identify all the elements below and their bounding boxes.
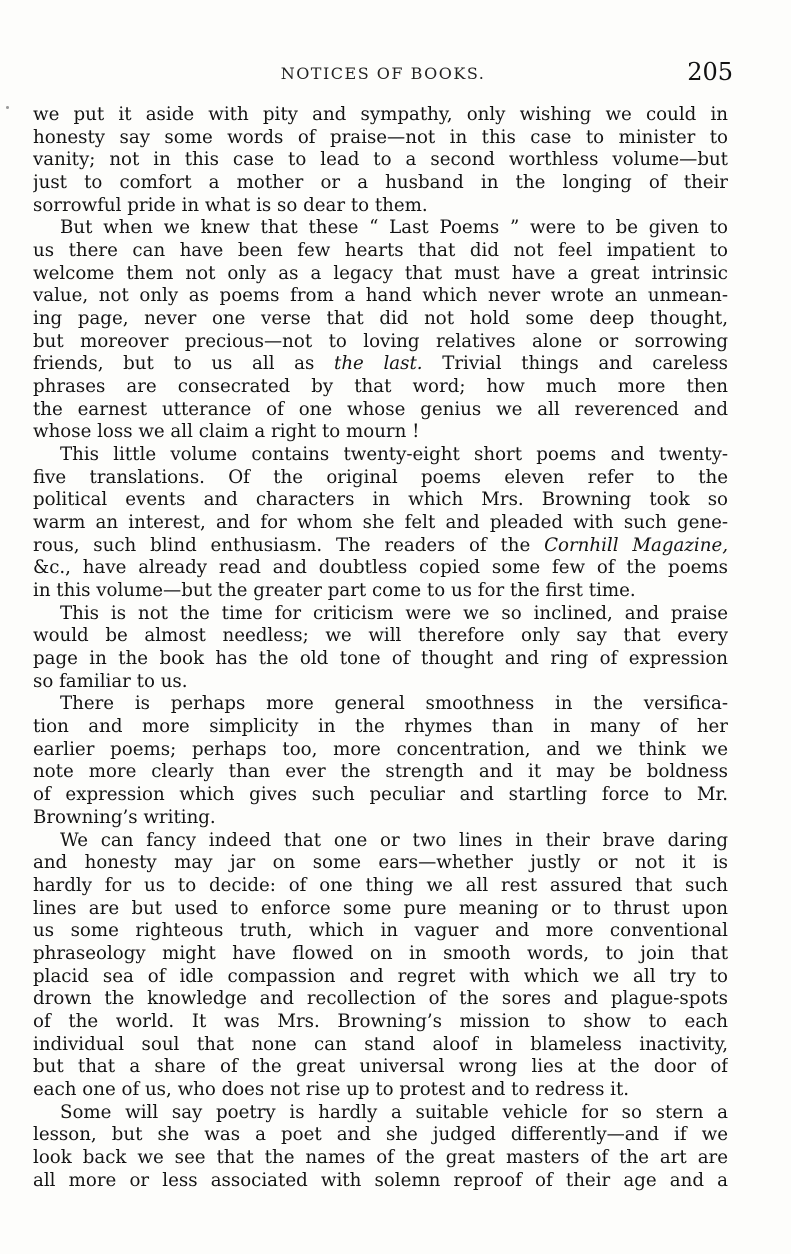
text-line: placid sea of idle compassion and regret with which we all try to	[33, 965, 728, 987]
text-line: individual soul that none can stand aloof in blameless inactivity,	[33, 1033, 728, 1055]
text-line: ing page, never one verse that did not hold some deep thought,	[33, 308, 728, 330]
italic-phrase: the last.	[334, 353, 423, 375]
text-line: There is perhaps more general smoothness in the versifica-	[60, 693, 728, 715]
text-line: in this volume—but the greater part come to us for the first time.	[33, 580, 636, 602]
text-line: We can fancy indeed that one or two lines in their brave daring	[60, 829, 728, 851]
text-line: all more or less associated with solemn reproof of their age and a	[33, 1169, 728, 1191]
text-line: This is not the time for criticism were we so inclined, and praise	[60, 602, 728, 624]
text-line: value, not only as poems from a hand which never wrote an unmean-	[33, 285, 728, 307]
text-line: lines are but used to enforce some pure meaning or to thrust upon	[33, 897, 728, 919]
text-line: welcome them not only as a legacy that must have a great intrinsic	[33, 262, 728, 284]
text-line: just to comfort a mother or a husband in the longing of their	[33, 172, 728, 194]
text-line: vanity; not in this case to lead to a second worthless volume—but	[33, 149, 728, 171]
text-line: page in the book has the old tone of thought and ring of expression	[33, 648, 728, 670]
text-line: but moreover precious—not to loving relatives alone or sorrowing	[33, 330, 728, 352]
text-line: warm an interest, and for whom she felt and pleaded with such gene-	[33, 512, 728, 534]
text-line: But when we knew that these “ Last Poems ” were to be given to	[60, 217, 728, 239]
text-line: political events and characters in which Mrs. Browning took so	[33, 489, 728, 511]
text-line: the earnest utterance of one whose genius we all reverenced and	[33, 398, 728, 420]
text-line: us some righteous truth, which in vaguer and more conventional	[33, 920, 728, 942]
text-line: us there can have been few hearts that did not feel impatient to	[33, 240, 728, 262]
text-line: earlier poems; perhaps too, more concentration, and we think we	[33, 738, 728, 760]
text-line: look back we see that the names of the great masters of the art are	[33, 1146, 728, 1168]
text-line: hardly for us to decide: of one thing we all rest assured that such	[33, 874, 728, 896]
text-line: and honesty may jar on some ears—whether justly or not it is	[33, 852, 728, 874]
text-line: tion and more simplicity in the rhymes than in many of her	[33, 716, 728, 738]
text-line: note more clearly than ever the strength and it may be boldness	[33, 761, 728, 783]
text-line: drown the knowledge and recollection of the sores and plague-spots	[33, 988, 728, 1010]
text-line: phraseology might have flowed on in smooth words, to join that	[33, 942, 728, 964]
page-number: 205	[687, 58, 733, 86]
text-line: of the world. It was Mrs. Browning’s mission to show to each	[33, 1010, 728, 1032]
text-line: phrases are consecrated by that word; how much more then	[33, 376, 728, 398]
text-line: This little volume contains twenty-eight short poems and twenty-	[60, 444, 728, 466]
text-line: would be almost needless; we will therefore only say that every	[33, 625, 728, 647]
page-header	[33, 58, 733, 88]
text-line: of expression which gives such peculiar and startling force to Mr.	[33, 784, 728, 806]
italic-phrase: Cornhill Magazine,	[544, 534, 728, 556]
text-line: sorrowful pride in what is so dear to them.	[33, 194, 428, 216]
text-line: Some will say poetry is hardly a suitable vehicle for so stern a	[60, 1101, 728, 1123]
text-line: Browning’s writing.	[33, 806, 216, 828]
text-line: whose loss we all claim a right to mourn !	[33, 421, 420, 443]
text-line: lesson, but she was a poet and she judged differently—and if we	[33, 1124, 728, 1146]
text-line: but that a share of the great universal wrong lies at the door of	[33, 1056, 728, 1078]
text-line: each one of us, who does not rise up to protest and to redress it.	[33, 1078, 630, 1100]
text-line: rous, such blind enthusiasm. The readers of the Cornhill Magazine,	[33, 534, 728, 556]
running-title: NOTICES OF BOOKS.	[280, 64, 486, 83]
text-line: so familiar to us.	[33, 670, 188, 692]
text-line: we put it aside with pity and sympathy, only wishing we could in	[33, 104, 728, 125]
text-line: honesty say some words of praise—not in this case to minister to	[33, 126, 728, 148]
stray-mark	[6, 106, 9, 109]
text-line: &c., have already read and doubtless copied some few of the poems	[33, 557, 728, 579]
text-line: friends, but to us all as the last. Trivial things and careless	[33, 353, 728, 375]
text-line: five translations. Of the original poems eleven refer to the	[33, 466, 728, 488]
body-text	[33, 104, 728, 1192]
